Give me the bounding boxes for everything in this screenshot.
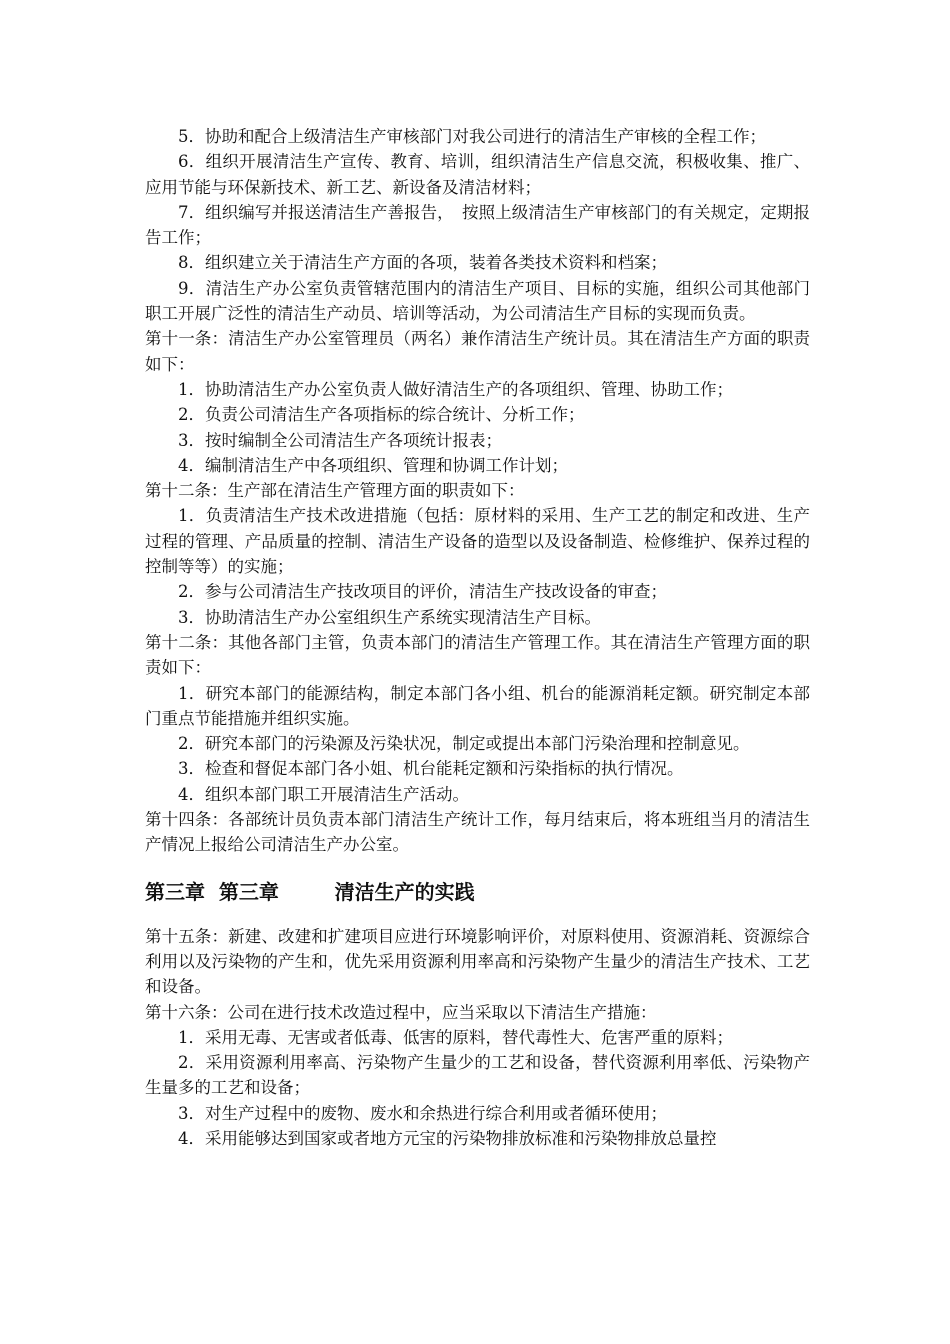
list-item: 2．研究本部门的污染源及污染状况，制定或提出本部门污染治理和控制意见。 xyxy=(178,734,750,754)
list-item: 2．采用资源利用率高、污染物产生量少的工艺和设备，替代资源利用率低、污染物产生量多的工艺和设备； xyxy=(145,1053,810,1098)
list-item: 1．负责清洁生产技术改进措施（包括：原材料的采用、生产工艺的制定和改进、生产过程的管理、产品质量的控制、清洁生产设备的造型以及设备制造、检修维护、保养过程的控制等等）的实施； xyxy=(145,506,810,577)
list-item: 3．检查和督促本部门各小姐、机台能耗定额和污染指标的执行情况。 xyxy=(178,759,684,779)
chapter-heading: 第三章 第三章 清洁生产的实践 xyxy=(145,879,475,904)
list-item: 7．组织编写并报送清洁生产善报告， 按照上级清洁生产审核部门的有关规定，定期报告工作； xyxy=(145,202,810,248)
list-item: 8．组织建立关于清洁生产方面的各项，装着各类技术资料和档案； xyxy=(178,253,667,273)
list-item: 6．组织开展清洁生产宣传、教育、培训，组织清洁生产信息交流，积极收集、推广、应用节能与环保新技术、新工艺、新设备及清洁材料； xyxy=(145,152,810,197)
article-paragraph: 第十六条：公司在进行技术改造过程中，应当采取以下清洁生产措施： xyxy=(145,1002,657,1022)
list-item: 3．协助清洁生产办公室组织生产系统实现清洁生产目标。 xyxy=(178,607,601,627)
list-item: 4．采用能够达到国家或者地方元宝的污染物排放标准和污染物排放总量控 xyxy=(178,1128,717,1148)
article-paragraph: 第十二条：其他各部门主管，负责本部门的清洁生产管理工作。其在清洁生产管理方面的职责如下： xyxy=(145,632,810,678)
list-item: 4．编制清洁生产中各项组织、管理和协调工作计划； xyxy=(178,455,568,475)
paragraph-block-2 xyxy=(145,924,810,1152)
article-paragraph: 第十四条：各部统计员负责本部门清洁生产统计工作，每月结束后，将本班组当月的清洁生产情况上报给公司清洁生产办公室。 xyxy=(145,810,810,855)
article-paragraph: 第十二条：生产部在清洁生产管理方面的职责如下： xyxy=(145,481,525,501)
paragraph-block-1 xyxy=(145,124,810,858)
document-page xyxy=(145,124,810,1151)
list-item: 9．清洁生产办公室负责管辖范围内的清洁生产项目、目标的实施，组织公司其他部门职工开展广泛性的清洁生产动员、培训等活动，为公司清洁生产目标的实现而负责。 xyxy=(145,278,810,324)
list-item: 3．按时编制全公司清洁生产各项统计报表； xyxy=(178,430,502,450)
list-item: 1．采用无毒、无害或者低毒、低害的原料，替代毒性大、危害严重的原料； xyxy=(178,1027,733,1047)
list-item: 5．协助和配合上级清洁生产审核部门对我公司进行的清洁生产审核的全程工作； xyxy=(178,127,766,146)
article-paragraph: 第十一条：清洁生产办公室管理员（两名）兼作清洁生产统计员。其在清洁生产方面的职责如下： xyxy=(145,329,810,374)
list-item: 1．协助清洁生产办公室负责人做好清洁生产的各项组织、管理、协助工作； xyxy=(178,379,733,399)
list-item: 1．研究本部门的能源结构，制定本部门各小组、机台的能源消耗定额。研究制定本部门重点节能措施并组织实施。 xyxy=(145,683,810,728)
list-item: 2．负责公司清洁生产各项指标的综合统计、分析工作； xyxy=(178,405,585,425)
list-item: 2．参与公司清洁生产技改项目的评价，清洁生产技改设备的审查； xyxy=(178,582,667,602)
list-item: 4．组织本部门职工开展清洁生产活动。 xyxy=(178,784,469,804)
list-item: 3．对生产过程中的废物、废水和余热进行综合利用或者循环使用； xyxy=(178,1103,667,1123)
article-paragraph: 第十五条：新建、改建和扩建项目应进行环境影响评价，对原料使用、资源消耗、资源综合利用以及污染物的产生和，优先采用资源利用率高和污染物产生量少的清洁生产技术、工艺和设备。 xyxy=(145,926,810,997)
chapter-heading-wrap xyxy=(145,858,810,924)
